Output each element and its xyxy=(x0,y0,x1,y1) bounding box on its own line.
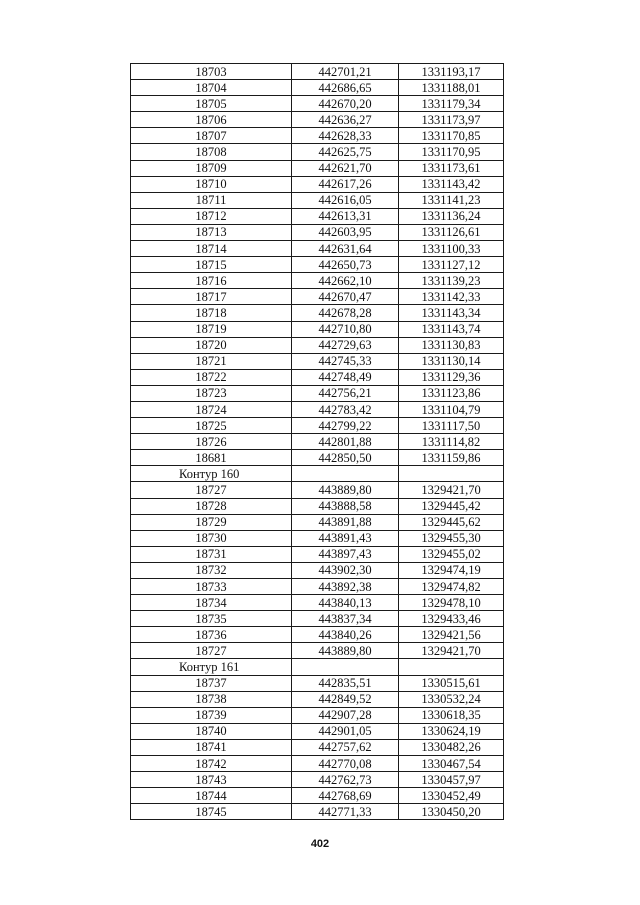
point-number-cell: 18727 xyxy=(131,643,292,659)
x-coordinate-cell: 442850,50 xyxy=(292,450,399,466)
point-number-cell: 18712 xyxy=(131,208,292,224)
point-number-cell: 18727 xyxy=(131,482,292,498)
table-row xyxy=(131,192,504,208)
x-coordinate-cell: 442710,80 xyxy=(292,321,399,337)
table-row xyxy=(131,562,504,578)
x-coordinate-cell: 443840,26 xyxy=(292,627,399,643)
y-coordinate-cell: 1331143,34 xyxy=(399,305,504,321)
point-number-cell: 18722 xyxy=(131,369,292,385)
point-number-cell: 18714 xyxy=(131,241,292,257)
empty-cell xyxy=(399,659,504,675)
table-row xyxy=(131,224,504,240)
y-coordinate-cell: 1331104,79 xyxy=(399,401,504,417)
table-row xyxy=(131,257,504,273)
table-row xyxy=(131,643,504,659)
table-row xyxy=(131,772,504,788)
table-row xyxy=(131,112,504,128)
contour-label: Контур 160 xyxy=(131,466,292,482)
table-row xyxy=(131,434,504,450)
y-coordinate-cell: 1331114,82 xyxy=(399,434,504,450)
point-number-cell: 18732 xyxy=(131,562,292,578)
point-number-cell: 18717 xyxy=(131,289,292,305)
point-number-cell: 18713 xyxy=(131,224,292,240)
y-coordinate-cell: 1329421,56 xyxy=(399,627,504,643)
table-row xyxy=(131,739,504,755)
table-row xyxy=(131,788,504,804)
point-number-cell: 18744 xyxy=(131,788,292,804)
x-coordinate-cell: 442768,69 xyxy=(292,788,399,804)
y-coordinate-cell: 1331139,23 xyxy=(399,273,504,289)
y-coordinate-cell: 1330452,49 xyxy=(399,788,504,804)
y-coordinate-cell: 1331117,50 xyxy=(399,418,504,434)
table-row xyxy=(131,498,504,514)
x-coordinate-cell: 442771,33 xyxy=(292,804,399,820)
y-coordinate-cell: 1331123,86 xyxy=(399,385,504,401)
x-coordinate-cell: 442745,33 xyxy=(292,353,399,369)
x-coordinate-cell: 442762,73 xyxy=(292,772,399,788)
x-coordinate-cell: 442799,22 xyxy=(292,418,399,434)
table-row xyxy=(131,369,504,385)
table-row xyxy=(131,691,504,707)
y-coordinate-cell: 1331173,61 xyxy=(399,160,504,176)
x-coordinate-cell: 442617,26 xyxy=(292,176,399,192)
y-coordinate-cell: 1330624,19 xyxy=(399,723,504,739)
x-coordinate-cell: 443891,88 xyxy=(292,514,399,530)
point-number-cell: 18709 xyxy=(131,160,292,176)
y-coordinate-cell: 1331130,14 xyxy=(399,353,504,369)
x-coordinate-cell: 442613,31 xyxy=(292,208,399,224)
table-row xyxy=(131,514,504,530)
table-row xyxy=(131,241,504,257)
point-number-cell: 18745 xyxy=(131,804,292,820)
y-coordinate-cell: 1329474,19 xyxy=(399,562,504,578)
y-coordinate-cell: 1330482,26 xyxy=(399,739,504,755)
point-number-cell: 18741 xyxy=(131,739,292,755)
table-row xyxy=(131,530,504,546)
y-coordinate-cell: 1331143,74 xyxy=(399,321,504,337)
y-coordinate-cell: 1331193,17 xyxy=(399,64,504,80)
table-row xyxy=(131,96,504,112)
y-coordinate-cell: 1331173,97 xyxy=(399,112,504,128)
point-number-cell: 18738 xyxy=(131,691,292,707)
point-number-cell: 18710 xyxy=(131,176,292,192)
coordinates-table xyxy=(130,63,504,820)
x-coordinate-cell: 442636,27 xyxy=(292,112,399,128)
x-coordinate-cell: 442729,63 xyxy=(292,337,399,353)
table-row xyxy=(131,675,504,691)
x-coordinate-cell: 442603,95 xyxy=(292,224,399,240)
point-number-cell: 18734 xyxy=(131,595,292,611)
y-coordinate-cell: 1331170,95 xyxy=(399,144,504,160)
x-coordinate-cell: 443897,43 xyxy=(292,546,399,562)
table-row xyxy=(131,401,504,417)
table-row xyxy=(131,546,504,562)
point-number-cell: 18742 xyxy=(131,756,292,772)
x-coordinate-cell: 442801,88 xyxy=(292,434,399,450)
table-row xyxy=(131,337,504,353)
table-row xyxy=(131,144,504,160)
x-coordinate-cell: 442662,10 xyxy=(292,273,399,289)
x-coordinate-cell: 442770,08 xyxy=(292,756,399,772)
y-coordinate-cell: 1331188,01 xyxy=(399,80,504,96)
y-coordinate-cell: 1329445,42 xyxy=(399,498,504,514)
point-number-cell: 18723 xyxy=(131,385,292,401)
point-number-cell: 18740 xyxy=(131,723,292,739)
page-number: 402 xyxy=(310,838,330,850)
x-coordinate-cell: 442756,21 xyxy=(292,385,399,401)
y-coordinate-cell: 1329421,70 xyxy=(399,643,504,659)
x-coordinate-cell: 442670,20 xyxy=(292,96,399,112)
y-coordinate-cell: 1331143,42 xyxy=(399,176,504,192)
point-number-cell: 18730 xyxy=(131,530,292,546)
x-coordinate-cell: 442901,05 xyxy=(292,723,399,739)
table-row xyxy=(131,80,504,96)
x-coordinate-cell: 442631,64 xyxy=(292,241,399,257)
table-row xyxy=(131,418,504,434)
empty-cell xyxy=(399,466,504,482)
y-coordinate-cell: 1329445,62 xyxy=(399,514,504,530)
y-coordinate-cell: 1331129,36 xyxy=(399,369,504,385)
point-number-cell: 18715 xyxy=(131,257,292,273)
point-number-cell: 18708 xyxy=(131,144,292,160)
table-row xyxy=(131,611,504,627)
y-coordinate-cell: 1331142,33 xyxy=(399,289,504,305)
x-coordinate-cell: 442783,42 xyxy=(292,401,399,417)
point-number-cell: 18739 xyxy=(131,707,292,723)
y-coordinate-cell: 1330450,20 xyxy=(399,804,504,820)
contour-header-row xyxy=(131,466,504,482)
y-coordinate-cell: 1330457,97 xyxy=(399,772,504,788)
table-row xyxy=(131,385,504,401)
y-coordinate-cell: 1330618,35 xyxy=(399,707,504,723)
y-coordinate-cell: 1329455,30 xyxy=(399,530,504,546)
point-number-cell: 18728 xyxy=(131,498,292,514)
y-coordinate-cell: 1329474,82 xyxy=(399,579,504,595)
x-coordinate-cell: 443888,58 xyxy=(292,498,399,514)
table-row xyxy=(131,353,504,369)
point-number-cell: 18720 xyxy=(131,337,292,353)
y-coordinate-cell: 1329478,10 xyxy=(399,595,504,611)
table-row xyxy=(131,321,504,337)
x-coordinate-cell: 442628,33 xyxy=(292,128,399,144)
point-number-cell: 18706 xyxy=(131,112,292,128)
contour-label: Контур 161 xyxy=(131,659,292,675)
y-coordinate-cell: 1330467,54 xyxy=(399,756,504,772)
point-number-cell: 18743 xyxy=(131,772,292,788)
y-coordinate-cell: 1329433,46 xyxy=(399,611,504,627)
x-coordinate-cell: 443840,13 xyxy=(292,595,399,611)
coordinates-table-body xyxy=(131,64,504,820)
table-row xyxy=(131,160,504,176)
point-number-cell: 18725 xyxy=(131,418,292,434)
point-number-cell: 18681 xyxy=(131,450,292,466)
table-row xyxy=(131,128,504,144)
x-coordinate-cell: 442616,05 xyxy=(292,192,399,208)
table-row xyxy=(131,273,504,289)
x-coordinate-cell: 443892,38 xyxy=(292,579,399,595)
x-coordinate-cell: 442670,47 xyxy=(292,289,399,305)
x-coordinate-cell: 442701,21 xyxy=(292,64,399,80)
x-coordinate-cell: 442835,51 xyxy=(292,675,399,691)
y-coordinate-cell: 1331179,34 xyxy=(399,96,504,112)
x-coordinate-cell: 442748,49 xyxy=(292,369,399,385)
x-coordinate-cell: 442625,75 xyxy=(292,144,399,160)
table-row xyxy=(131,579,504,595)
table-row xyxy=(131,627,504,643)
x-coordinate-cell: 443889,80 xyxy=(292,482,399,498)
table-row xyxy=(131,723,504,739)
y-coordinate-cell: 1331126,61 xyxy=(399,224,504,240)
x-coordinate-cell: 442907,28 xyxy=(292,707,399,723)
point-number-cell: 18735 xyxy=(131,611,292,627)
x-coordinate-cell: 442686,65 xyxy=(292,80,399,96)
point-number-cell: 18703 xyxy=(131,64,292,80)
point-number-cell: 18721 xyxy=(131,353,292,369)
table-row xyxy=(131,176,504,192)
point-number-cell: 18719 xyxy=(131,321,292,337)
table-row xyxy=(131,804,504,820)
table-row xyxy=(131,208,504,224)
empty-cell xyxy=(292,659,399,675)
point-number-cell: 18724 xyxy=(131,401,292,417)
table-row xyxy=(131,707,504,723)
y-coordinate-cell: 1330515,61 xyxy=(399,675,504,691)
x-coordinate-cell: 443889,80 xyxy=(292,643,399,659)
x-coordinate-cell: 442757,62 xyxy=(292,739,399,755)
x-coordinate-cell: 443891,43 xyxy=(292,530,399,546)
x-coordinate-cell: 442849,52 xyxy=(292,691,399,707)
y-coordinate-cell: 1331136,24 xyxy=(399,208,504,224)
x-coordinate-cell: 442678,28 xyxy=(292,305,399,321)
contour-header-row xyxy=(131,659,504,675)
point-number-cell: 18726 xyxy=(131,434,292,450)
point-number-cell: 18707 xyxy=(131,128,292,144)
point-number-cell: 18729 xyxy=(131,514,292,530)
table-row xyxy=(131,450,504,466)
point-number-cell: 18736 xyxy=(131,627,292,643)
point-number-cell: 18704 xyxy=(131,80,292,96)
y-coordinate-cell: 1331141,23 xyxy=(399,192,504,208)
point-number-cell: 18716 xyxy=(131,273,292,289)
point-number-cell: 18718 xyxy=(131,305,292,321)
table-row xyxy=(131,64,504,80)
x-coordinate-cell: 443902,30 xyxy=(292,562,399,578)
y-coordinate-cell: 1331170,85 xyxy=(399,128,504,144)
y-coordinate-cell: 1331130,83 xyxy=(399,337,504,353)
table-row xyxy=(131,482,504,498)
y-coordinate-cell: 1331100,33 xyxy=(399,241,504,257)
point-number-cell: 18711 xyxy=(131,192,292,208)
table-row xyxy=(131,305,504,321)
point-number-cell: 18705 xyxy=(131,96,292,112)
y-coordinate-cell: 1330532,24 xyxy=(399,691,504,707)
x-coordinate-cell: 443837,34 xyxy=(292,611,399,627)
y-coordinate-cell: 1331159,86 xyxy=(399,450,504,466)
table-row xyxy=(131,595,504,611)
x-coordinate-cell: 442650,73 xyxy=(292,257,399,273)
y-coordinate-cell: 1329455,02 xyxy=(399,546,504,562)
y-coordinate-cell: 1331127,12 xyxy=(399,257,504,273)
table-row xyxy=(131,289,504,305)
x-coordinate-cell: 442621,70 xyxy=(292,160,399,176)
empty-cell xyxy=(292,466,399,482)
point-number-cell: 18733 xyxy=(131,579,292,595)
point-number-cell: 18731 xyxy=(131,546,292,562)
table-row xyxy=(131,756,504,772)
point-number-cell: 18737 xyxy=(131,675,292,691)
y-coordinate-cell: 1329421,70 xyxy=(399,482,504,498)
